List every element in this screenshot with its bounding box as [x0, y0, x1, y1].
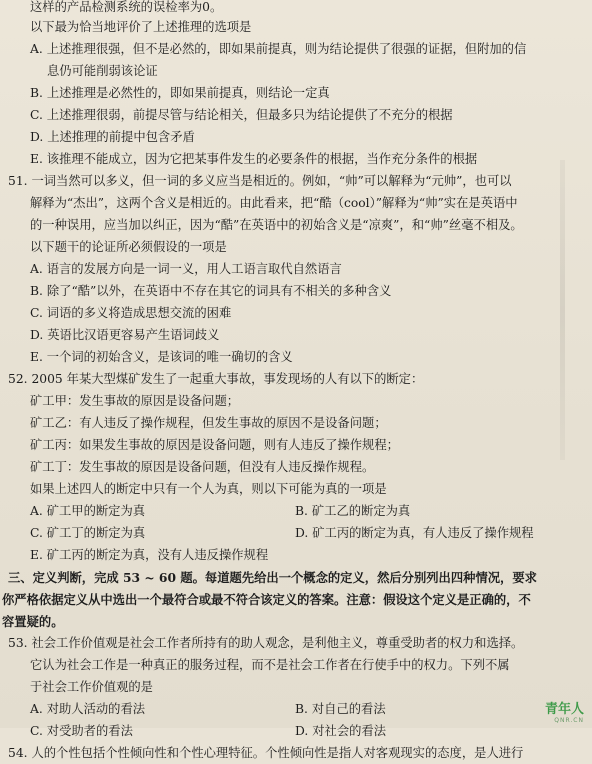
- option-line: E. 该推理不能成立，因为它把某事件发生的必要条件的根据，当作充分条件的根据: [30, 152, 478, 166]
- section-heading: 你严格依据定义从中选出一个最符合或最不符合该定义的答案。注意：假设这个定义是正确的，不: [2, 592, 531, 607]
- option-line: A. 矿工甲的断定为真: [30, 504, 146, 518]
- option-line: C. 词语的多义将造成思想交流的困难: [30, 306, 232, 320]
- text-line: 矿工甲：发生事故的原因是设备问题；: [30, 394, 240, 408]
- option-line: B. 除了“酷”以外，在英语中不存在其它的词具有不相关的多种含义: [30, 284, 392, 298]
- text-line: 矿工乙：有人违反了操作规程，但发生事故的原因不是设备问题；: [30, 416, 387, 430]
- option-line: B. 对自己的看法: [295, 702, 386, 716]
- question-53: 53. 社会工作价值观是社会工作者所持有的助人观念，是利他主义，尊重受助者的权力和选择。: [8, 636, 524, 650]
- section-heading: 三、定义判断，完成 53 ~ 60 题。每道题先给出一个概念的定义，然后分别列出四种情况，要求: [8, 570, 537, 585]
- option-line: B. 矿工乙的断定为真: [295, 504, 411, 518]
- watermark-domain: QNR.CN: [554, 717, 584, 724]
- text-line: 以下最为恰当地评价了上述推理的选项是: [30, 20, 252, 34]
- watermark-name: 青年人: [544, 702, 584, 717]
- text-line: 这样的产品检测系统的误检率为0。: [30, 0, 223, 14]
- text-line: 如果上述四人的断定中只有一个人为真，则以下可能为真的一项是: [30, 482, 387, 496]
- text-line: 于社会工作价值观的是: [30, 680, 153, 694]
- text-line: 矿工丁：发生事故的原因是设备问题，但没有人违反操作规程。: [30, 460, 375, 474]
- option-line: C. 上述推理很弱，前提尽管与结论相关，但最多只为结论提供了不充分的根据: [30, 108, 453, 122]
- option-line: D. 对社会的看法: [295, 724, 387, 738]
- option-line: D. 英语比汉语更容易产生语词歧义: [30, 328, 220, 342]
- text-line: 以下题干的论证所必须假设的一项是: [30, 240, 227, 254]
- text-line: 它认为社会工作是一种真正的服务过程，而不是社会工作者在行使手中的权力。下列不属: [30, 658, 510, 672]
- option-line: A. 对助人活动的看法: [30, 702, 146, 716]
- option-line: A. 语言的发展方向是一词一义，用人工语言取代自然语言: [30, 262, 342, 276]
- option-line: C. 矿工丁的断定为真: [30, 526, 146, 540]
- option-line: B. 上述推理是必然性的，即如果前提真，则结论一定真: [30, 86, 330, 100]
- section-heading: 容置疑的。: [2, 614, 64, 629]
- option-line: C. 对受助者的看法: [30, 724, 133, 738]
- option-line: 息仍可能削弱该论证: [47, 64, 158, 78]
- scan-shadow: [560, 160, 565, 460]
- question-52: 52. 2005 年某大型煤矿发生了一起重大事故，事发现场的人有以下的断定：: [8, 372, 424, 386]
- option-line: A. 上述推理很强，但不是必然的，即如果前提真，则为结论提供了很强的证据，但附加的信: [30, 42, 527, 56]
- text-line: 解释为“杰出”，这两个含义是相近的。由此看来，把“酷（cool）”解释为“帅”实在是英语中: [30, 196, 518, 210]
- text-line: 的一种误用，应当加以纠正，因为“酷”在英语中的初始含义是“凉爽”，和“帅”丝毫不相及。: [30, 218, 523, 232]
- option-line: D. 上述推理的前提中包含矛盾: [30, 130, 195, 144]
- question-54: 54. 人的个性包括个性倾向性和个性心理特征。个性倾向性是指人对客观现实的态度，是人进行: [8, 746, 524, 760]
- option-line: E. 矿工丙的断定为真，没有人违反操作规程: [30, 548, 269, 562]
- question-51: 51. 一词当然可以多义，但一词的多义应当是相近的。例如，“帅”可以解释为“元帅”，也可以: [8, 174, 512, 188]
- watermark-logo: [545, 703, 584, 724]
- option-line: D. 矿工丙的断定为真，有人违反了操作规程: [295, 526, 534, 540]
- text-line: 矿工丙：如果发生事故的原因是设备问题，则有人违反了操作规程；: [30, 438, 399, 452]
- option-line: E. 一个词的初始含义，是该词的唯一确切的含义: [30, 350, 293, 364]
